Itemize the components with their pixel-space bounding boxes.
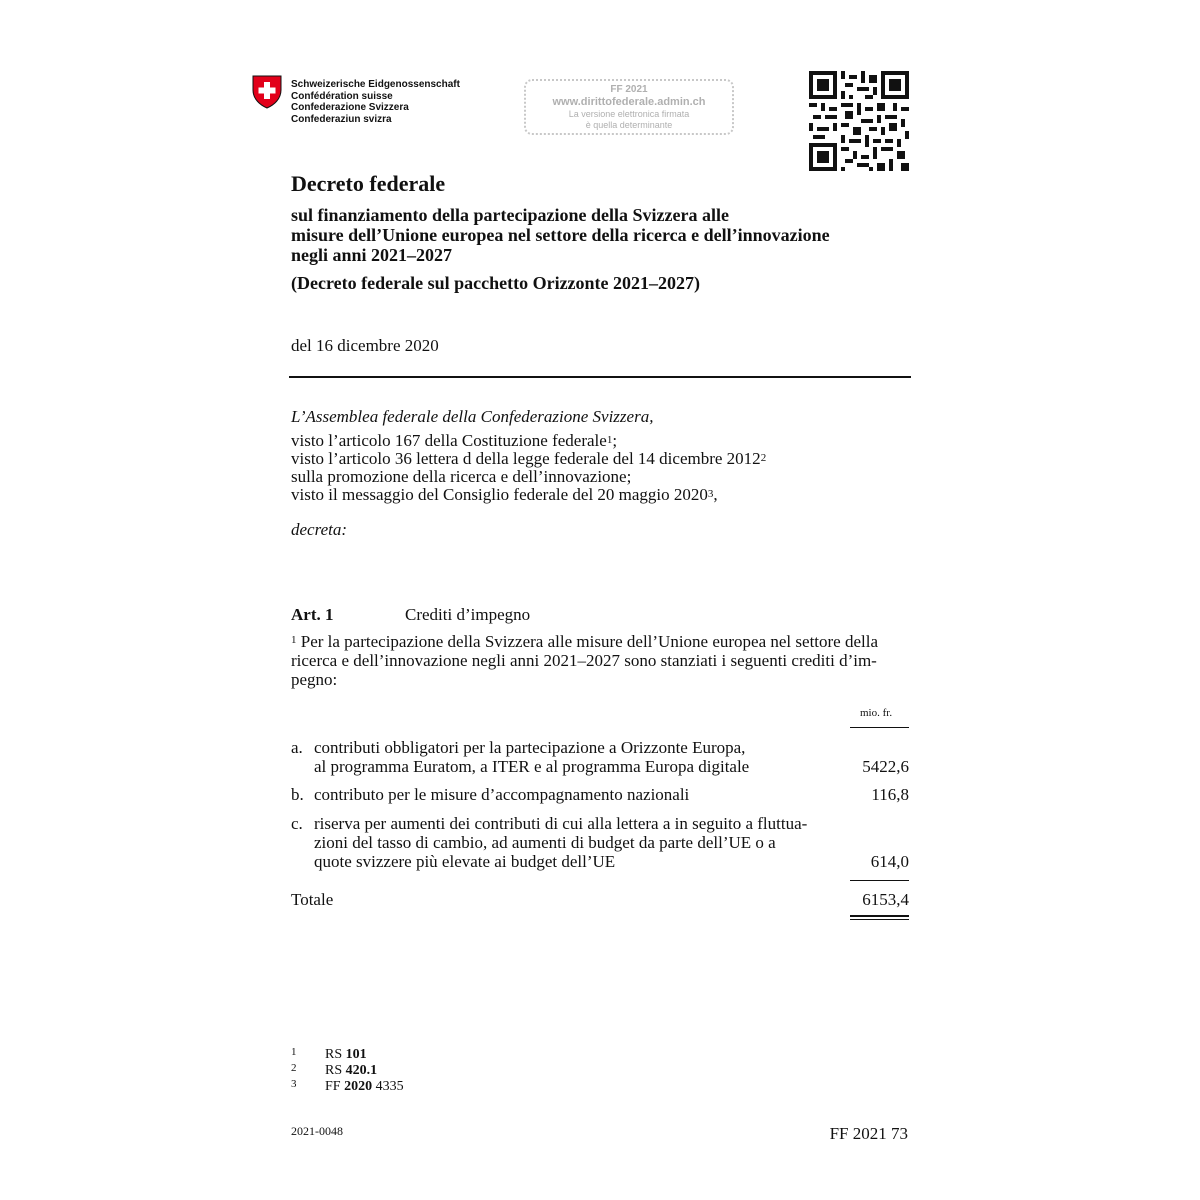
subtotal-rule bbox=[850, 880, 909, 881]
item-line: contributo per le misure d’accompagnamento nazionali bbox=[314, 785, 690, 804]
footnote-text bbox=[325, 1063, 377, 1078]
footnote-bold: 420.1 bbox=[345, 1063, 378, 1078]
preamble-assembly: L’Assemblea federale della Confederazione Svizzera, bbox=[291, 407, 654, 426]
footnote-prefix: FF bbox=[325, 1079, 341, 1094]
document-date: del 16 dicembre 2020 bbox=[291, 336, 439, 355]
credit-value-b: 116,8 bbox=[871, 785, 909, 804]
footnote-bold: 101 bbox=[345, 1047, 367, 1062]
confederation-name-de: Schweizerische Eidgenossenschaft bbox=[291, 79, 460, 90]
document-number: 2021-0048 bbox=[291, 1124, 343, 1138]
item-line: contributi obbligatori per la partecipazione a Orizzonte Europa, bbox=[314, 738, 746, 757]
publication-stamp bbox=[524, 79, 734, 135]
footnote-text bbox=[325, 1079, 404, 1094]
subtitle-line-2: misure dell’Unione europea nel settore della ricerca e dell’innovazione bbox=[291, 225, 830, 245]
footnote-prefix: RS bbox=[325, 1047, 343, 1062]
footnote-3 bbox=[291, 1079, 491, 1094]
item-letter: b. bbox=[291, 785, 304, 804]
item-line: zioni del tasso di cambio, ad aumenti di budget da parte dell’UE o a bbox=[314, 833, 776, 852]
total-value: 6153,4 bbox=[862, 890, 909, 909]
preamble-line-1 bbox=[291, 432, 766, 450]
footnote-prefix: RS bbox=[325, 1063, 343, 1078]
preamble-line-4-text: visto il messaggio del Consiglio federale del 20 maggio 2020 bbox=[291, 485, 708, 504]
footnote-text bbox=[325, 1047, 367, 1062]
stamp-note-1: La versione elettronica firmata bbox=[568, 109, 690, 119]
article-number: Art. 1 bbox=[291, 605, 334, 624]
article-title: Crediti d’impegno bbox=[405, 605, 531, 624]
table-top-rule bbox=[850, 727, 909, 728]
footnote-1 bbox=[291, 1047, 491, 1062]
paragraph-line-3: pegno: bbox=[291, 670, 338, 689]
document-title: Decreto federale bbox=[291, 171, 446, 196]
total-rule-2 bbox=[850, 919, 909, 920]
unit-label: mio. fr. bbox=[860, 707, 893, 719]
paragraph-line-2: ricerca e dell’innovazione negli anni 2021–2027 sono stanziati i seguenti crediti d’im- bbox=[291, 651, 877, 670]
subtitle-line-1: sul finanziamento della partecipazione della Svizzera alle bbox=[291, 205, 729, 225]
article-paragraph bbox=[291, 632, 911, 689]
preamble-line-4-end: , bbox=[713, 485, 718, 504]
preamble-line-1-end: ; bbox=[612, 431, 618, 450]
preamble-decreta: decreta: bbox=[291, 520, 348, 539]
footnote-ref-2[interactable]: 2 bbox=[760, 452, 767, 464]
footnote-suffix: 4335 bbox=[375, 1079, 404, 1094]
document-subtitle bbox=[291, 205, 830, 265]
item-letter: c. bbox=[291, 814, 303, 833]
paragraph-number: 1 bbox=[291, 634, 297, 646]
preamble-line-1-text: visto l’articolo 167 della Costituzione federale bbox=[291, 431, 607, 450]
preamble-line-4 bbox=[291, 486, 766, 504]
footnote-number: 2 bbox=[291, 1062, 297, 1074]
item-letter: a. bbox=[291, 738, 303, 757]
confederation-name-fr: Confédération suisse bbox=[291, 90, 393, 102]
paragraph-line-1 bbox=[291, 632, 911, 651]
swiss-coat-of-arms-icon bbox=[252, 75, 282, 109]
item-line: riserva per aumenti dei contributi di cui alla lettera a in seguito a fluttua- bbox=[314, 814, 808, 833]
stamp-note-2: è quella determinante bbox=[585, 120, 673, 130]
qr-code-icon bbox=[809, 71, 909, 171]
preamble-line-2-text: visto l’articolo 36 lettera d della legge federale del 14 dicembre 2012 bbox=[291, 449, 761, 468]
footnote-ref-1[interactable]: 1 bbox=[606, 434, 613, 446]
footnote-number: 3 bbox=[291, 1078, 297, 1090]
header-divider bbox=[289, 376, 911, 378]
confederation-names bbox=[291, 79, 460, 125]
credit-value-c: 614,0 bbox=[870, 852, 909, 871]
preamble-line-3: sulla promozione della ricerca e dell’innovazione; bbox=[291, 467, 632, 486]
stamp-url: www.dirittofederale.admin.ch bbox=[552, 96, 706, 108]
page-reference: FF 2021 73 bbox=[829, 1124, 908, 1143]
preamble bbox=[291, 432, 766, 504]
paragraph-line-1-text: Per la partecipazione della Svizzera alle misure dell’Unione europea nel settore della bbox=[300, 632, 879, 651]
footnote-ref-3[interactable]: 3 bbox=[707, 488, 714, 500]
stamp-ff: FF 2021 bbox=[610, 84, 648, 95]
subtitle-line-3: negli anni 2021–2027 bbox=[291, 245, 453, 265]
credit-value-a: 5422,6 bbox=[862, 757, 909, 776]
total-label: Totale bbox=[291, 890, 334, 909]
footnote-bold: 2020 bbox=[344, 1079, 373, 1094]
total-rule-1 bbox=[850, 915, 909, 917]
confederation-name-it: Confederazione Svizzera bbox=[291, 102, 409, 113]
footnote-2 bbox=[291, 1063, 491, 1078]
preamble-line-2 bbox=[291, 450, 766, 468]
footnote-number: 1 bbox=[291, 1046, 297, 1058]
short-title: (Decreto federale sul pacchetto Orizzonte 2021–2027) bbox=[291, 273, 701, 293]
item-line: quote svizzere più elevate ai budget dell’UE bbox=[314, 852, 616, 871]
article-label bbox=[291, 605, 333, 625]
confederation-name-rm: Confederaziun svizra bbox=[291, 113, 392, 125]
item-line: al programma Euratom, a ITER e al programma Europa digitale bbox=[314, 757, 750, 776]
